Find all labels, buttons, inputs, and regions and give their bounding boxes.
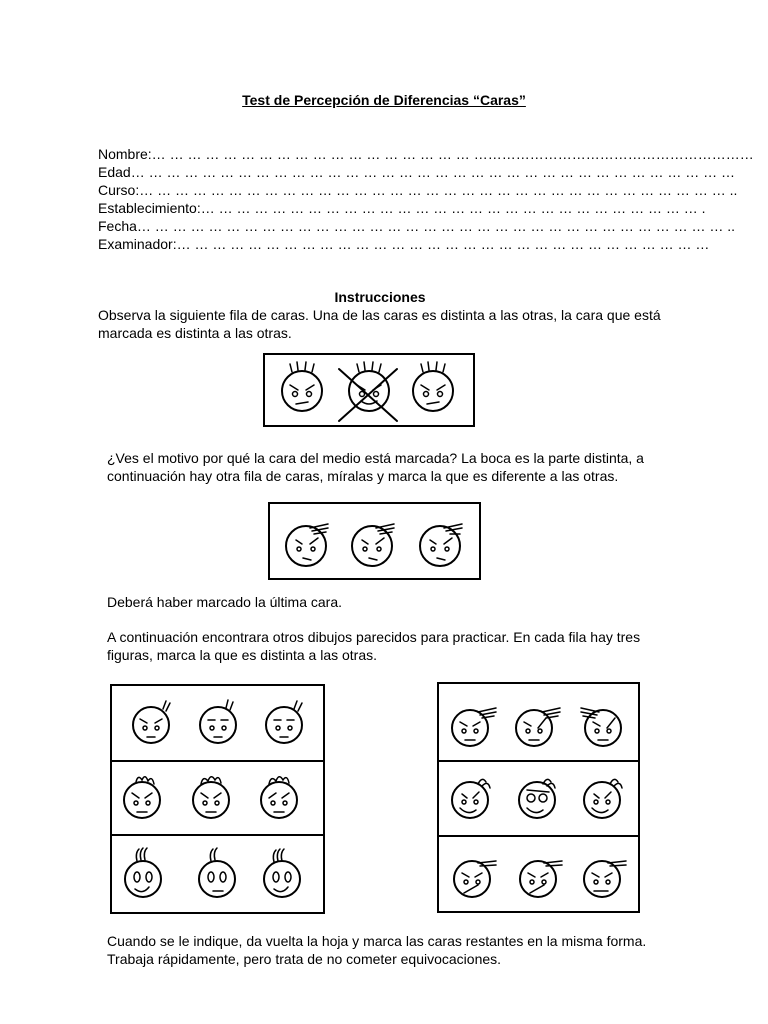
example-faces-2 [270, 504, 479, 578]
practice-panel-right [437, 682, 640, 913]
instructions-paragraph-5: Cuando se le indique, da vuelta la hoja y marca las caras restantes en la misma forma. Trabaja rápidamente, pero trata de no cometer equivocaciones. [107, 933, 647, 967]
instructions-heading: Instrucciones [334, 289, 426, 305]
face-icon [584, 779, 622, 818]
example-faces-box-2 [268, 502, 481, 580]
practice-row-3 [112, 834, 323, 912]
face-icon [266, 701, 302, 743]
face-icon [520, 861, 562, 897]
instructions-paragraph-3: Deberá haber marcado la última cara. [107, 594, 343, 610]
face-icon [420, 524, 462, 566]
example-faces-1 [265, 355, 473, 425]
face-icon [519, 779, 555, 818]
practice-row-2 [112, 760, 323, 836]
field-curso: Curso:… … … … … … … … … … … … … … … … … … … … … … … … … … … … … … … … … .. [98, 182, 738, 198]
face-icon [200, 700, 236, 743]
field-nombre: Nombre:… … … … … … … … … … … … … … … … … … …………………………………………………… [98, 146, 754, 162]
face-icon [124, 777, 160, 818]
instructions-paragraph-1: Observa la siguiente fila de caras. Una de las caras es distinta a las otras, la cara que está marcada es distinta a las otras. [98, 307, 661, 341]
face-icon [264, 849, 300, 897]
practice-row-1 [112, 686, 323, 762]
face-icon [125, 848, 161, 897]
page-title: Test de Percepción de Diferencias “Caras” [242, 92, 526, 108]
face-icon [581, 708, 621, 746]
face-icon [193, 777, 229, 818]
practice-row-6 [439, 835, 638, 911]
instructions-paragraph-2: ¿Ves el motivo por qué la cara del medio está marcada? La boca es la parte distinta, a continuación hay otra fila de caras, míralas y marca la que es diferente a las otras. [107, 450, 644, 484]
field-examinador: Examinador:… … … … … … … … … … … … … … … … … … … … … … … … … … … … … … [98, 236, 710, 252]
field-establecimiento: Establecimiento:… … … … … … … … … … … … … … … … … … … … … … … … … … … … . [98, 200, 706, 216]
field-edad: Edad… … … … … … … … … … … … … … … … … … … … … … … … … … … … … … … … … … [98, 164, 736, 180]
face-icon [352, 524, 394, 566]
face-icon [454, 861, 496, 897]
face-icon [282, 362, 322, 411]
face-icon [452, 779, 490, 818]
face-icon [286, 524, 328, 566]
instructions-paragraph-4: A continuación encontrara otros dibujos parecidos para practicar. En cada fila hay tres figuras, marca la que es distinta a las otras. [107, 629, 641, 663]
example-faces-box-1 [263, 353, 475, 427]
face-icon [516, 708, 560, 746]
practice-panel-left [110, 684, 325, 914]
face-icon [199, 848, 235, 897]
face-icon [413, 362, 453, 411]
face-icon [452, 708, 496, 746]
face-icon [584, 861, 626, 897]
face-icon [261, 777, 297, 818]
face-icon [133, 701, 170, 743]
practice-row-5 [439, 760, 638, 837]
face-icon-marked [339, 362, 397, 421]
practice-row-4 [439, 684, 638, 762]
field-fecha: Fecha… … … … … … … … … … … … … … … … … … … … … … … … … … … … … … … … … .. [98, 218, 736, 234]
